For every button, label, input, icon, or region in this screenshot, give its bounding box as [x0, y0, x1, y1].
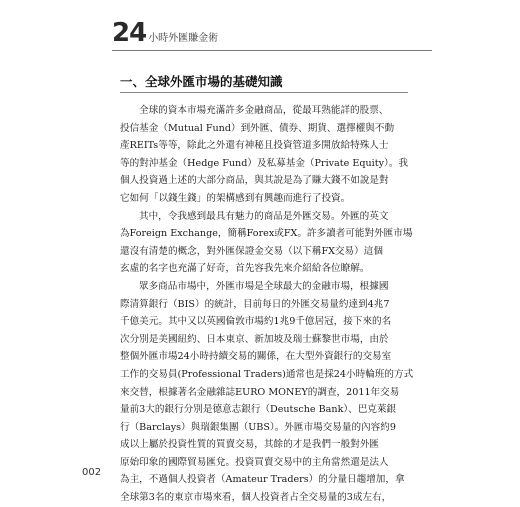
text-line: 工作的交易員(Professional Traders)通常也是採24小時輪班的方式: [120, 368, 414, 380]
text-line: 玄虛的名字也充滿了好奇，首先容我先來介紹給各位瞭解。: [120, 263, 370, 275]
text-line: 眾多商品市場中，外匯市場是全球最大的金融市場，根據國: [139, 280, 389, 292]
body-text: [120, 102, 414, 507]
text-line: 次分別是美國紐約、日本東京、新加坡及瑞士蘇黎世市場，由於: [120, 333, 389, 345]
text-line: 還沒有清楚的概念，對外匯保證金交易（以下稱FX交易）這個: [120, 245, 383, 257]
text-line: 個人投資過上述的大部分商品，與其說是為了賺大錢不如說是對: [120, 175, 389, 187]
page-number: 002: [82, 467, 102, 478]
text-line: 整個外匯市場24小時持續交易的關係，在大型外資銀行的交易室: [120, 351, 392, 363]
text-line: 成以上屬於投資性質的買賣交易，其餘的才是我們一般對外匯: [120, 439, 380, 451]
text-line: 來交替，根據著名金融雜誌EURO MONEY的調查，2011年交易: [120, 386, 400, 398]
section-title-rule: [120, 92, 408, 93]
text-line: 全球第3名的東京市場來看，個人投資者占全交易量的3成左右，: [120, 492, 392, 504]
text-line: 其中，令我感到最具有魅力的商品是外匯交易。外匯的英文: [139, 210, 389, 222]
text-line: 為主，不過個人投資者（Amateur Traders）的分量日趨增加，拿: [120, 474, 405, 486]
text-line: 產REITs等等，除此之外還有神秘且投資管道多開放給特殊人士: [120, 140, 389, 152]
text-line: 行（Barclays）與瑞銀集團（UBS）。外匯市場交易量的內容約9: [120, 421, 396, 433]
text-line: 際清算銀行（BIS）的統計，目前每日的外匯交易量約達到4兆7: [120, 298, 390, 310]
header-number: 24: [112, 18, 147, 48]
running-header: [112, 20, 218, 46]
text-line: 千億美元。其中又以英國倫敦市場約1兆9千億居冠，接下來的名: [120, 316, 392, 328]
text-line: 為Foreign Exchange，簡稱Forex或FX。許多讀者可能對外匯市場: [120, 228, 413, 240]
text-line: 量前3大的銀行分別是德意志銀行（Deutsche Bank）、巴克萊銀: [120, 404, 397, 416]
text-line: 原始印象的國際貿易匯兌。投資買賣交易中的主角當然還是法人: [120, 456, 389, 468]
text-line: 等的對沖基金（Hedge Fund）及私募基金（Private Equity）。我: [120, 157, 409, 169]
header-rule: [112, 50, 432, 51]
header-title: 小時外匯賺金術: [148, 33, 219, 44]
section-title: 一、全球外匯市場的基礎知識: [120, 74, 283, 89]
text-line: 投信基金（Mutual Fund）到外匯、債券、期貨、選擇權與不動: [120, 122, 395, 134]
text-line: 它如何「以錢生錢」的架構感到有興趣而進行了投資。: [120, 192, 351, 204]
text-line: 全球的資本市場充滿許多金融商品，從最耳熟能詳的股票、: [139, 105, 389, 116]
